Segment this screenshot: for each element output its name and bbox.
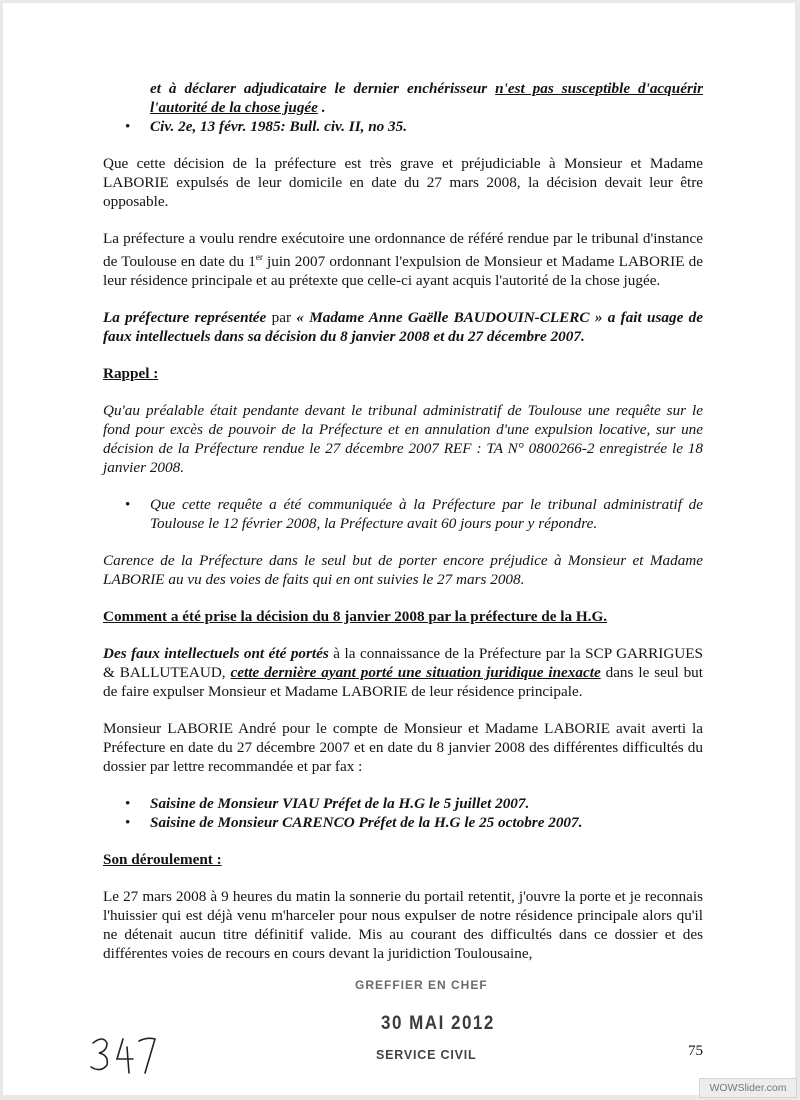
bullet-icon: • — [125, 496, 131, 514]
paragraph-avertissement: Monsieur LABORIE André pour le compte de Monsieur et Madame LABORIE avait averti la Préfecture en date du 27 décembre 2007 et en date du 8 janvier 2008 des différentes difficultés du dossier par lettre recommandée et par fax : — [103, 720, 703, 776]
document-body — [103, 79, 703, 963]
heading-deroulement: Son déroulement : — [103, 851, 222, 869]
bullet-viau: • Saisine de Monsieur VIAU Préfet de la H.G le 5 juillet 2007. — [125, 795, 530, 813]
stamp-service: SERVICE CIVIL — [376, 1048, 477, 1062]
paragraph-carence: Carence de la Préfecture dans le seul but de porter encore préjudice à Monsieur et Madame LABORIE au vu des voies de faits qui en ont suivies le 27 mars 2008. — [103, 552, 703, 589]
heading-decision: Comment a été prise la décision du 8 janvier 2008 par la préfecture de la H.G. — [103, 608, 608, 626]
paragraph-adjudicataire: et à déclarer adjudicataire le dernier enchérisseur n'est pas susceptible d'acquérir l'autorité de la chose jugée . — [150, 80, 703, 116]
bullet-communication: • Que cette requête a été communiquée à la Préfecture par le tribunal administratif de Toulouse le 12 février 2008, la Préfecture avait 60 jours pour y répondre. — [125, 496, 703, 533]
paragraph-ordonnance: La préfecture a voulu rendre exécutoire une ordonnance de référé rendue par le tribunal d'instance de Toulouse en date du 1er juin 2007 ordonnant l'expulsion de Monsieur et Madame LABORIE de leur résidence principale et au prétexte que celle-ci ayant acquis l'autorité de la chose jugée. — [103, 230, 703, 290]
paragraph-decision-grave: Que cette décision de la préfecture est très grave et préjudiciable à Monsieur et Madame LABORIE expulsés de leur domicile en date du 27 mars 2008, la décision devait leur être opposable. — [103, 155, 703, 210]
paragraph-requete: Qu'au préalable était pendante devant le tribunal administratif de Toulouse une requête sur le fond pour excès de pouvoir de la Préfecture et en annulation d'une expulsion locative, sur une décision de la Préfecture rendue le 27 décembre 2007 REF : TA N° 0800266-2 enregistrée le 18 janvier 2008. — [103, 402, 703, 477]
page-number: 75 — [688, 1043, 703, 1059]
stamp-greffier: GREFFIER EN CHEF — [355, 978, 488, 992]
paragraph-scp: Des faux intellectuels ont été portés à la connaissance de la Préfecture par la SCP GARRIGUES & BALLUTEAUD, cette dernière ayant porté une situation juridique inexacte dans le seul but de faire expulser Monsieur et Madame LABORIE de leur résidence principale. — [103, 645, 703, 701]
paragraph-27-mars: Le 27 mars 2008 à 9 heures du matin la sonnerie du portail retentit, j'ouvre la porte et je reconnais l'huissier qui est déjà venu m'harceler pour nous expulser de notre résidence principale alors qu'il ne détenait aucun titre définitif valide. Mis au courant des difficultés dans ce dossier et des différentes voies de recours en cours devant la juridiction Toulousaine, — [103, 888, 703, 963]
bullet-carenco: • Saisine de Monsieur CARENCO Préfet de la H.G le 25 octobre 2007. — [125, 814, 583, 832]
paragraph-faux-intellectuels: La préfecture représentée par « Madame Anne Gaëlle BAUDOUIN-CLERC » a fait usage de faux intellectuels dans sa décision du 8 janvier 2008 et du 27 décembre 2007. — [103, 309, 703, 346]
bullet-icon: • — [125, 118, 131, 135]
document-page — [3, 3, 795, 1095]
stamp-date: 30 MAI 2012 — [381, 1011, 495, 1034]
bullet-icon: • — [125, 795, 131, 813]
heading-rappel: Rappel : — [103, 365, 159, 383]
watermark-logo: WOWSlider.com — [699, 1078, 797, 1098]
bullet-icon: • — [125, 814, 131, 832]
handwritten-number-icon — [89, 1033, 159, 1078]
bullet-citation: • Civ. 2e, 13 févr. 1985: Bull. civ. II, no 35. — [125, 118, 408, 135]
